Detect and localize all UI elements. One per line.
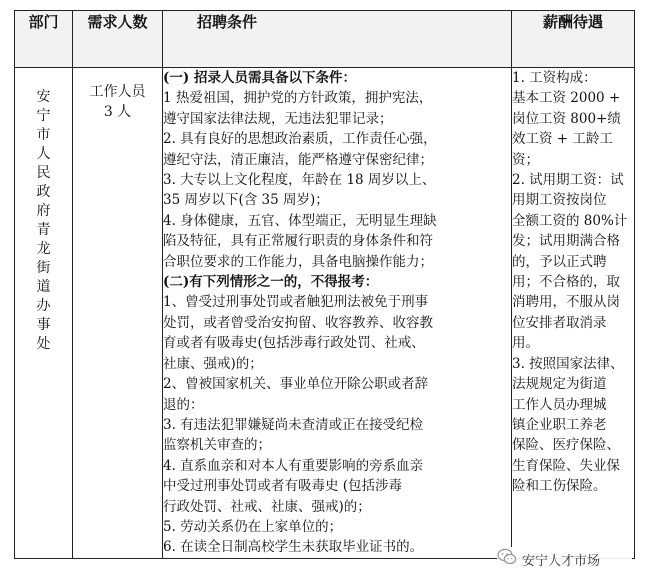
condition-line: (二)有下列情形之一的，不得报考： (163, 274, 379, 291)
condition-line: 1 热爱祖国，拥护党的方针政策，拥护宪法， (163, 90, 433, 107)
dept-name: 安宁市人民政府青龙街道办事处 (36, 89, 51, 352)
condition-line: 中受过刑事处罚或者有吸毒史 (包括涉毒 (163, 478, 403, 495)
watermark-text: 安宁人才市场 (522, 553, 601, 569)
header-conditions: 招聘条件 (163, 11, 512, 68)
pay-line: 用期工资按岗位 (512, 192, 607, 209)
condition-line: 35 周岁以下(含 35 周岁)； (163, 192, 329, 209)
pay-cell (512, 68, 635, 559)
condition-line: 5. 劳动关系仍在上家单位的； (163, 518, 343, 535)
condition-line: 遵守国家法律法规，无违法犯罪记录； (163, 110, 393, 127)
condition-line: 4. 身体健康，五官、体型端正，无明显生理缺 (163, 212, 437, 229)
condition-line: 3. 大专以上文化程度，年龄在 18 周岁以上、 (163, 172, 436, 189)
pay-line: 消聘用，不服从岗 (512, 294, 620, 311)
pay-line: 3. 按照国家法律、 (512, 355, 624, 372)
condition-line: 3. 有违法犯罪嫌疑尚未查清或正在接受纪检 (163, 416, 424, 433)
condition-line: 2. 具有良好的思想政治素质，工作责任心强， (163, 131, 437, 148)
pay-line: 生育保险、失业保 (512, 457, 620, 474)
pay-line: 全额工资的 80%计 (512, 212, 628, 229)
condition-line: 6. 在读全日制高校学生未获取毕业证书的。 (163, 539, 424, 556)
pay-line: 镇企业职工养老 (512, 416, 607, 433)
condition-line: 处罚，或者曾受治安拘留、收容教养、收容教 (163, 314, 433, 331)
watermark (497, 547, 632, 571)
pay-line: 1. 工资构成： (512, 70, 597, 86)
pay-line: 用；不合格的，取 (512, 274, 620, 291)
dept-cell (15, 68, 73, 559)
header-dept: 部门 (15, 11, 73, 68)
count-line-1: 工作人员 (89, 84, 146, 100)
pay-line: 的，予以正式聘 (512, 253, 607, 270)
wechat-icon (497, 548, 517, 570)
pay-line: 资； (512, 151, 539, 168)
pay-line: 2. 试用期工资：试 (512, 172, 624, 189)
pay-line: 工作人员办理城 (512, 396, 607, 413)
count-cell (73, 68, 163, 559)
recruitment-table (14, 10, 635, 559)
header-count: 需求人数 (73, 11, 163, 68)
pay-line: 法规规定为街道 (512, 376, 607, 393)
pay-line: 用。 (512, 335, 539, 352)
condition-line: 4. 直系血亲和对本人有重要影响的旁系血亲 (163, 457, 424, 474)
condition-line: 合职位要求的工作能力，具备电脑操作能力； (163, 253, 433, 270)
condition-line: 育或者有吸毒史(包括涉毒行政处罚、社戒、 (163, 335, 425, 352)
condition-line: 遵纪守法，清正廉洁，能严格遵守保密纪律； (163, 151, 433, 168)
pay-line: 位安排者取消录 (512, 314, 607, 331)
condition-line: 1、曾受过刑事处罚或者触犯刑法被免于刑事 (163, 294, 429, 311)
count-line-2: 3 人 (103, 104, 132, 120)
header-pay: 薪酬待遇 (512, 11, 635, 68)
condition-line: 退的： (163, 396, 204, 413)
pay-line: 发；试用期满合格 (512, 233, 620, 250)
pay-line: 保险、医疗保险、 (512, 437, 620, 454)
pay-line: 岗位工资 800+绩 (512, 110, 621, 127)
condition-line: 2、曾被国家机关、事业单位开除公职或者辞 (163, 376, 429, 393)
table-header-row (15, 11, 635, 68)
condition-line: (一) 招录人员需具备以下条件： (163, 70, 356, 86)
condition-line: 监察机关审查的； (163, 437, 271, 454)
condition-line: 行政处罚、社戒、社康、强戒)的； (163, 498, 371, 515)
pay-line: 险和工伤保险。 (512, 478, 607, 495)
condition-line: 社康、强戒)的； (163, 355, 263, 372)
pay-line: 效工资 + 工龄工 (512, 131, 613, 148)
conditions-cell (163, 68, 512, 559)
condition-line: 陷及特征，具有正常履行职责的身体条件和符 (163, 233, 433, 250)
pay-line: 基本工资 2000 + (512, 90, 621, 107)
table-row (15, 68, 635, 559)
